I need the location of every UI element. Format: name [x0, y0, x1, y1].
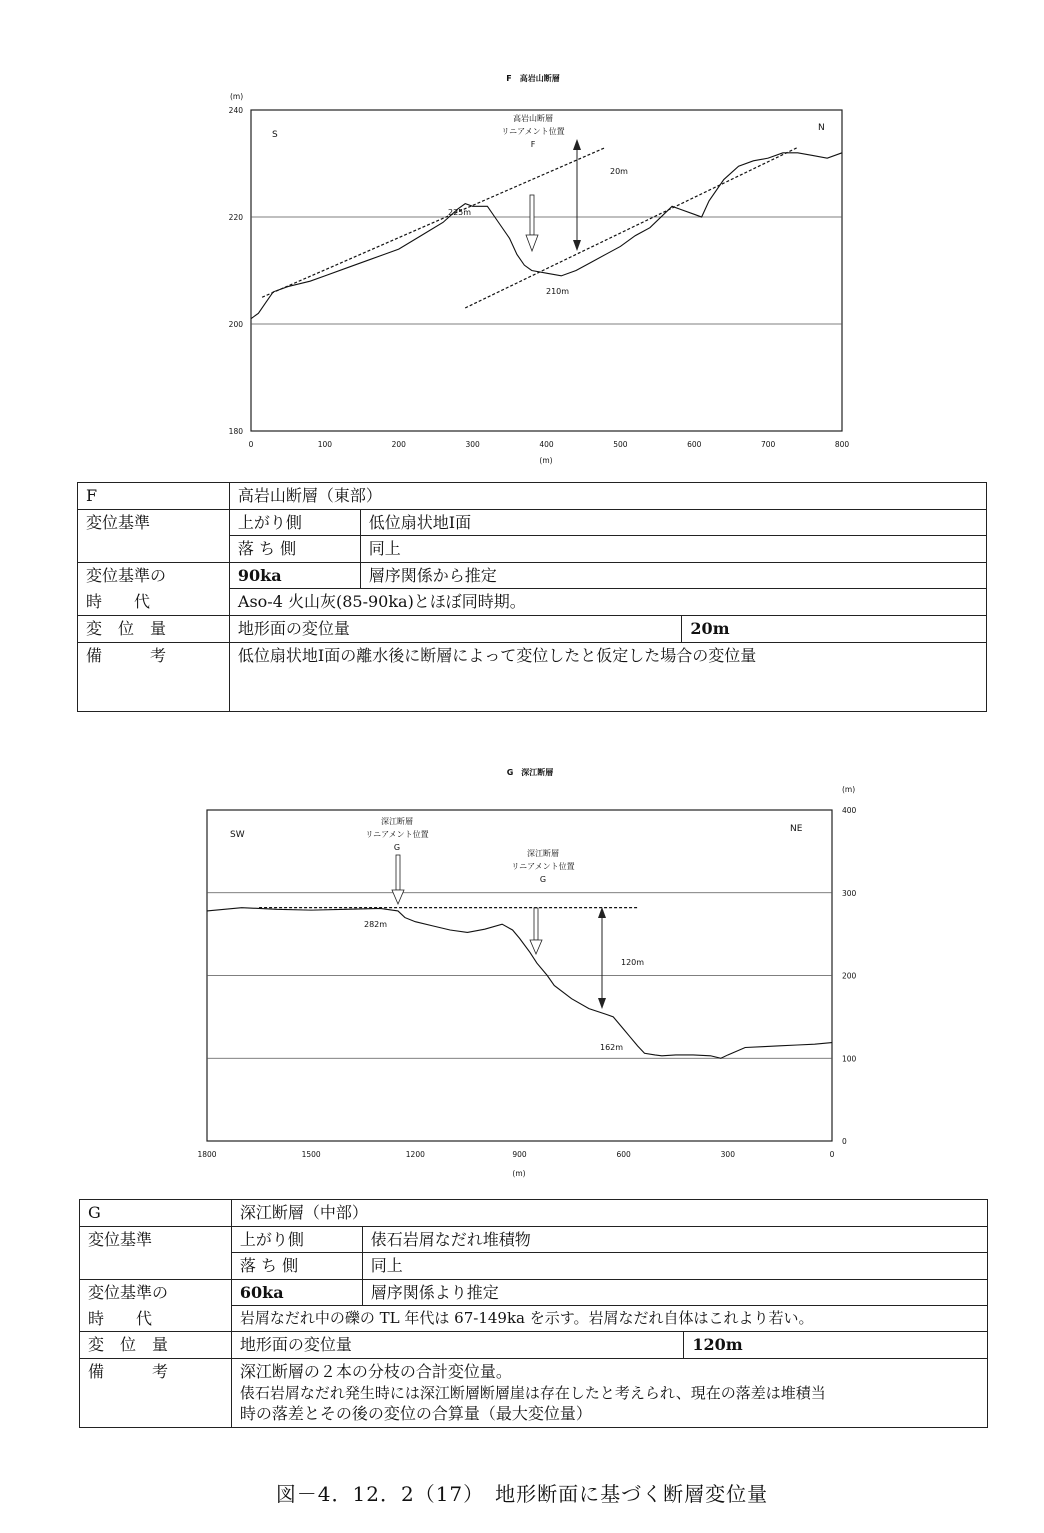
chart-f-displacement-arrow [573, 139, 581, 251]
chart-g-x-unit: (m) [512, 1169, 526, 1178]
table-g [79, 1199, 988, 1428]
table-g-name: 深江断層（中部） [231, 1200, 987, 1227]
chart-f-dir-right: N [818, 123, 825, 133]
chart-g-lineament1-id: G [393, 843, 401, 852]
table-f-disp-label: 変 位 量 [78, 615, 230, 642]
chart-f-x-tick-label: 800 [834, 440, 850, 449]
chart-g-y-unit: (m) [842, 785, 856, 794]
table-row [78, 509, 987, 536]
table-g-age-note: 岩屑なだれ中の礫の TL 年代は 67-149ka を示す。岩屑なだれ自体はこれより若い。 [231, 1306, 987, 1332]
table-row [80, 1279, 988, 1306]
chart-g-y-tick-label: 0 [842, 1137, 847, 1146]
table-row [80, 1332, 988, 1359]
table-g-age-label1: 変位基準の [80, 1279, 232, 1306]
chart-g-top-point: 282m [364, 920, 388, 929]
chart-g-y-tick-label: 400 [842, 806, 857, 815]
table-g-age-method: 層序関係より推定 [362, 1279, 987, 1306]
table-f-remarks-label: 備 考 [78, 642, 230, 711]
chart-f-title: F 高岩山断層 [506, 74, 560, 83]
chart-f-x-tick-label: 0 [248, 440, 254, 449]
table-g-remarks-line3: 時の落差とその後の変位の合算量（最大変位量） [239, 1403, 592, 1423]
table-row [78, 562, 987, 589]
chart-g-x-tick-label: 1500 [301, 1150, 321, 1159]
table-g-down-label: 落 ち 側 [231, 1253, 362, 1280]
table-f-age-value: 90ka [229, 562, 360, 589]
table-row [80, 1226, 988, 1253]
chart-f-y-tick-label: 240 [228, 106, 243, 115]
chart-g-lineament2-id: G [539, 875, 547, 884]
chart-f-x-tick-label: 100 [317, 440, 333, 449]
table-row [80, 1200, 988, 1227]
chart-f-y-tick-label: 180 [228, 427, 243, 436]
table-row [80, 1359, 988, 1427]
chart-f-top-point: 225m [448, 208, 472, 217]
table-f-age-label1: 変位基準の [78, 562, 230, 589]
table-row [78, 589, 987, 616]
table-f-kijun-label: 変位基準 [78, 509, 230, 562]
table-g-disp-value: 120m [684, 1332, 988, 1359]
table-g-up-value: 俵石岩屑なだれ堆積物 [362, 1226, 987, 1253]
chart-g-x-tick-label: 900 [512, 1150, 527, 1159]
table-f-up-value: 低位扇状地Ⅰ面 [360, 509, 986, 536]
table-row [80, 1306, 988, 1332]
chart-f-lineament-pos: リニアメント位置 [501, 127, 565, 136]
chart-f-x-tick-label: 700 [760, 440, 776, 449]
table-f-remarks: 低位扇状地Ⅰ面の離水後に断層によって変位したと仮定した場合の変位量 [229, 642, 986, 711]
chart-g-lineament1-pos: リニアメント位置 [365, 830, 429, 839]
chart-g [197, 767, 856, 1178]
table-f-down-value: 同上 [360, 536, 986, 563]
table-g-down-value: 同上 [362, 1253, 987, 1280]
figure-caption: 図－4．12．2（17） 地形断面に基づく断層変位量 [275, 1482, 769, 1506]
table-f [77, 482, 987, 712]
chart-g-y-tick-label: 300 [842, 888, 857, 898]
chart-g-x-tick-label: 0 [829, 1150, 835, 1159]
table-g-age-label2: 時 代 [80, 1306, 232, 1332]
chart-f-lineament-arrow [526, 195, 538, 251]
chart-g-x-tick-label: 600 [616, 1150, 631, 1159]
table-g-up-label: 上がり側 [231, 1226, 362, 1253]
table-f-id: F [78, 483, 230, 510]
chart-f-bottom-point: 210m [546, 287, 570, 296]
chart-g-lineament2-arrow [530, 908, 542, 954]
chart-g-title: G 深江断層 [506, 768, 554, 777]
table-f-age-method: 層序関係から推定 [360, 562, 986, 589]
chart-f-x-tick-label: 200 [391, 440, 406, 449]
chart-f-displacement-label: 20m [610, 167, 628, 176]
chart-g-x-tick-label: 1800 [197, 1150, 217, 1159]
table-g-kijun-label: 変位基準 [80, 1226, 232, 1279]
chart-g-dir-left: SW [230, 830, 245, 840]
chart-f-lineament-id: F [530, 140, 536, 149]
chart-f-x-unit: (m) [539, 456, 553, 465]
chart-g-lineament1-arrow [392, 855, 404, 904]
table-f-name: 高岩山断層（東部） [229, 483, 986, 510]
chart-g-y-tick-label: 200 [842, 971, 857, 981]
chart-f-x-tick-label: 600 [687, 440, 702, 449]
chart-g-lineament2-pos: リニアメント位置 [511, 862, 575, 871]
table-g-id: G [80, 1200, 232, 1227]
chart-g-dir-right: NE [790, 824, 803, 834]
table-f-disp-type: 地形面の変位量 [229, 615, 681, 642]
chart-g-x-tick-label: 1200 [405, 1150, 425, 1159]
table-g-remarks-label: 備 考 [80, 1359, 232, 1427]
chart-f-x-tick-label: 500 [613, 440, 628, 449]
chart-f-y-tick-label: 200 [228, 320, 243, 329]
chart-g-terrain-profile-line [207, 908, 832, 1059]
chart-f [229, 73, 850, 465]
table-g-age-value: 60ka [231, 1279, 362, 1306]
chart-f-dir-left: S [272, 130, 278, 140]
table-g-remarks [231, 1359, 987, 1427]
table-f-up-label: 上がり側 [229, 509, 360, 536]
chart-g-x-tick-label: 300 [720, 1150, 735, 1159]
table-g-remarks-line2: 俵石岩屑なだれ発生時には深江断層断層崖は存在したと考えられ、現在の落差は堆積当 [239, 1383, 826, 1402]
chart-f-x-tick-label: 300 [465, 440, 480, 449]
table-f-age-label2: 時 代 [78, 589, 230, 616]
chart-f-x-tick-label: 400 [539, 440, 554, 449]
table-g-remarks-line1: 深江断層の２本の分枝の合計変位量。 [239, 1362, 512, 1382]
chart-f-y-unit: (m) [230, 92, 244, 101]
table-row [78, 642, 987, 711]
chart-f-lineament-name: 高岩山断層 [513, 114, 553, 123]
table-row [78, 483, 987, 510]
chart-g-lineament2-name: 深江断層 [527, 849, 559, 858]
table-g-disp-type: 地形面の変位量 [231, 1332, 683, 1359]
table-f-age-note: Aso-4 火山灰(85-90ka)とほぼ同時期。 [229, 589, 986, 616]
table-g-disp-label: 変 位 量 [80, 1332, 232, 1359]
chart-g-displacement-arrow [598, 907, 606, 1009]
table-row [78, 615, 987, 642]
chart-g-bottom-point: 162m [600, 1043, 624, 1052]
chart-f-lineament-dashed-line [465, 147, 797, 308]
chart-g-displacement-label: 120m [621, 958, 645, 967]
chart-g-y-tick-label: 100 [842, 1054, 857, 1064]
table-f-disp-value: 20m [682, 615, 987, 642]
table-f-down-label: 落 ち 側 [229, 536, 360, 563]
chart-f-y-tick-label: 220 [228, 213, 243, 222]
chart-g-lineament1-name: 深江断層 [381, 817, 413, 826]
